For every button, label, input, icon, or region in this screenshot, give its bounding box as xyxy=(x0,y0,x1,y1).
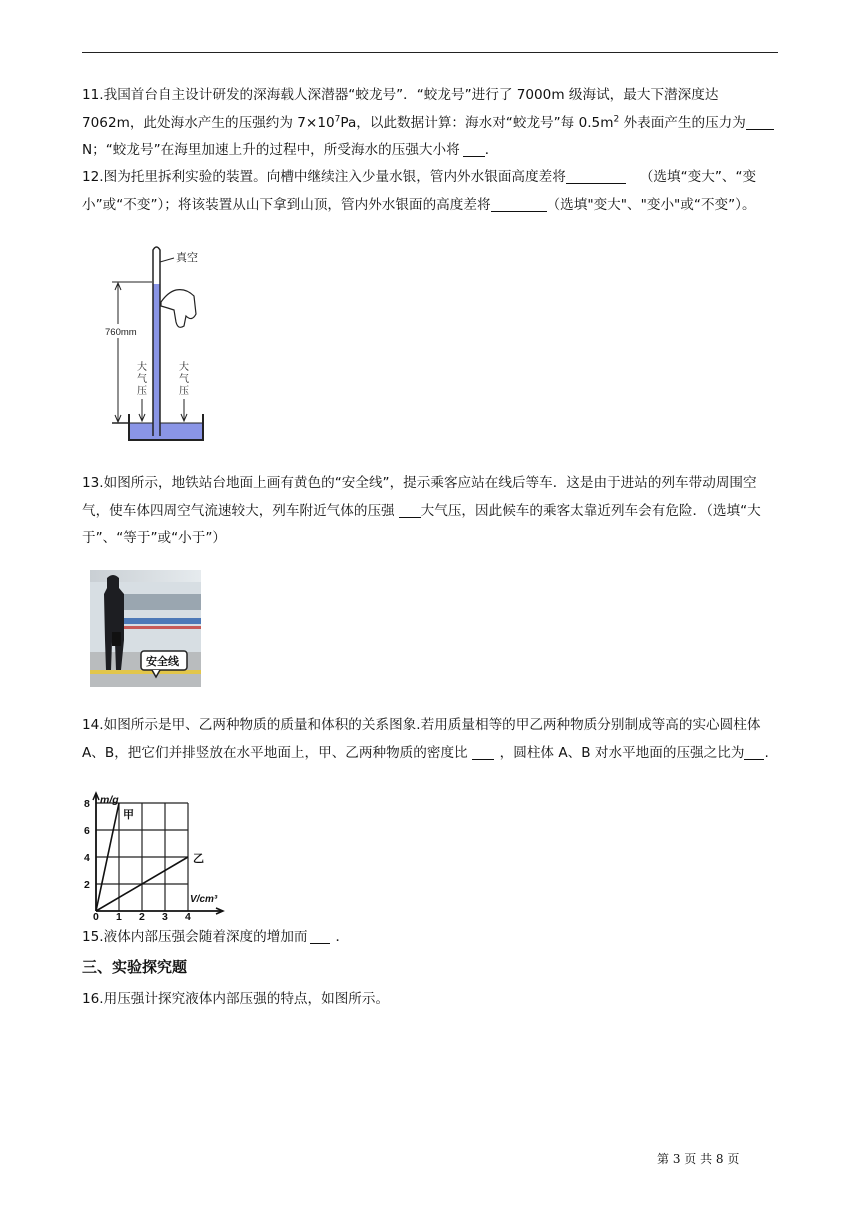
y-tick-label: 6 xyxy=(84,825,90,837)
atm-left-3: 压 xyxy=(137,386,147,397)
q15-text-2: ． xyxy=(335,929,350,945)
q12-blank-2[interactable] xyxy=(491,196,547,212)
train-stripe-blue xyxy=(120,618,201,624)
height-label: 760mm xyxy=(105,327,137,338)
q15-text-1: 15.液体内部压强会随着深度的增加而 xyxy=(82,929,308,945)
safety-line-label: 安全线 xyxy=(146,656,179,668)
atm-right-1: 大 xyxy=(179,362,189,373)
q11-blank-1[interactable] xyxy=(746,114,774,130)
atm-right-2: 气 xyxy=(179,374,189,385)
q11-text-4: N；“蛟龙号”在海里加速上升的过程中，所受海水的压强大小将 xyxy=(82,142,460,158)
q11-exponent: 7 xyxy=(334,113,341,124)
subway-platform-photo xyxy=(90,570,201,687)
question-11 xyxy=(82,82,780,165)
q14-text-1: 14.如图所示是甲、乙两种物质的质量和体积的关系图象.若用质量相等的甲乙两种物质分别制成等高的实心圆柱体 A、B，把它们并排竖放在水平地面上，甲、乙两种物质的密度比 xyxy=(82,717,761,761)
q11-blank-2[interactable] xyxy=(463,141,485,157)
hand-icon xyxy=(161,290,196,328)
mass-volume-chart xyxy=(84,790,226,922)
train-stripe-red xyxy=(120,626,201,629)
q14-text-2: ，圆柱体 A、B 对水平地面的压强之比为 xyxy=(499,744,745,761)
vacuum-label: 真空 xyxy=(176,252,198,264)
y-tick-label: 8 xyxy=(84,798,90,810)
q11-text-1: 11.我国首台自主设计研发的深海载人深潜器“蛟龙号”．“蛟龙号”进行了 7000m 级海试，最大下潜深度达 7062m，此处海水产生的压强约为 7×10 xyxy=(82,87,719,131)
series-label: 乙 xyxy=(193,853,204,865)
y-tick-label: 4 xyxy=(84,852,90,864)
x-tick-label: 1 xyxy=(116,911,122,922)
q12-blank-1[interactable] xyxy=(566,168,626,184)
q11-text-2: Pa，以此数据计算：海水对“蛟龙号”每 0.5m xyxy=(340,114,614,131)
question-14 xyxy=(82,712,780,767)
x-axis-label: V/cm³ xyxy=(190,894,218,905)
q14-blank-2[interactable] xyxy=(744,744,764,760)
question-15 xyxy=(82,924,780,952)
q13-text-2: 大气压，因此候车的乘客太靠近列车会有危险．（选填“大于”、“等于”或“小于”） xyxy=(82,502,761,546)
x-tick-label: 4 xyxy=(185,911,191,922)
mercury-trough-fill xyxy=(129,423,203,440)
y-axis-label: m/g xyxy=(100,794,119,806)
vacuum-pointer xyxy=(160,258,174,262)
question-16: 16.用压强计探究液体内部压强的特点，如图所示。 xyxy=(82,991,390,1007)
q12-text-3: （选填"变大"、"变小"或“不变”）。 xyxy=(546,196,756,213)
train-windows xyxy=(120,594,201,610)
briefcase xyxy=(112,632,121,646)
x-tick-label: 3 xyxy=(162,911,168,922)
q12-text-2: （选填“变大”、“变小”或“不变”）；将该装置从山下拿到山顶，管内外水银面的高度差将 xyxy=(82,169,757,213)
x-tick-label: 0 xyxy=(93,911,99,922)
series-label: 甲 xyxy=(123,809,134,821)
header-rule xyxy=(82,52,778,53)
q13-text-1: 13.如图所示，地铁站台地面上画有黄色的“安全线”，提示乘客应站在线后等车．这是由于进站的列车带动周围空气，使车体四周空气流速较大，列车附近气体的压强 xyxy=(82,475,757,519)
q14-blank-1[interactable] xyxy=(472,744,494,760)
atm-left-2: 气 xyxy=(137,374,147,385)
question-13 xyxy=(82,470,780,553)
q14-text-3: . xyxy=(764,744,769,761)
q12-text-1: 12.图为托里拆利实验的装置。向槽中继续注入少量水银，管内外水银面高度差将 xyxy=(82,169,566,185)
q11-exponent-2: 2 xyxy=(613,113,620,124)
q11-text-3: 外表面产生的压力为 xyxy=(619,114,746,131)
section-heading: 三、实验探究题 xyxy=(82,958,188,976)
q15-blank-1[interactable] xyxy=(310,928,330,944)
atm-left-1: 大 xyxy=(137,362,147,373)
q11-text-5: ． xyxy=(484,142,499,158)
atm-right-3: 压 xyxy=(179,386,189,397)
mercury-column xyxy=(153,284,160,436)
y-tick-label: 2 xyxy=(84,879,90,891)
x-tick-label: 2 xyxy=(139,911,145,922)
question-12 xyxy=(82,164,780,219)
torricelli-figure xyxy=(104,244,214,442)
q13-blank-1[interactable] xyxy=(399,502,421,518)
page-footer: 第 3 页 共 8 页 xyxy=(657,1152,740,1166)
